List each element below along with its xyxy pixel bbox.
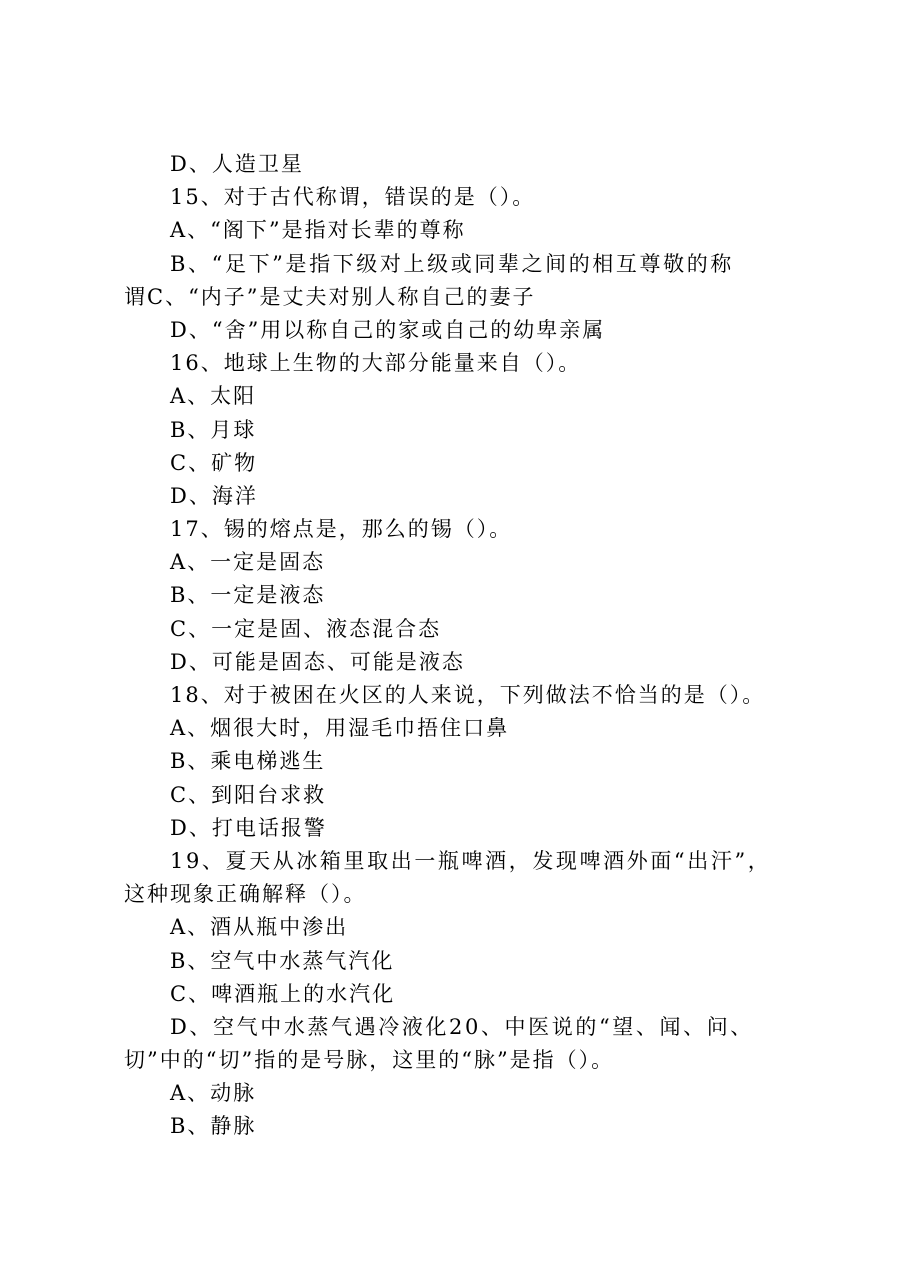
option-b-q15-continued: 谓C、“内子”是丈夫对别人称自己的妻子 — [124, 284, 536, 309]
question-19: 19、夏天从冰箱里取出一瓶啤酒，发现啤酒外面“出汗”， — [170, 848, 772, 873]
option-c-q18: C、到阳台求救 — [170, 782, 327, 807]
option-b-q20: B、静脉 — [170, 1114, 257, 1139]
option-c-q19: C、啤酒瓶上的水汽化 — [170, 981, 396, 1006]
option-b-q15: B、“足下”是指下级对上级或同辈之间的相互尊敬的称 — [170, 251, 734, 276]
option-b-q16: B、月球 — [170, 417, 257, 442]
document-body — [124, 148, 810, 1144]
option-d-q14: D、人造卫星 — [170, 152, 304, 176]
option-b-q19: B、空气中水蒸气汽化 — [170, 948, 395, 973]
option-b-q18: B、乘电梯逃生 — [170, 749, 326, 774]
option-d-q16: D、海洋 — [170, 483, 258, 508]
question-15: 15、对于古代称谓，错误的是（）。 — [170, 185, 536, 210]
question-16: 16、地球上生物的大部分能量来自（）。 — [170, 351, 582, 376]
option-d-q18: D、打电话报警 — [170, 815, 327, 840]
option-d-q19: D、空气中水蒸气遇冷液化20、中医说的“望、闻、问、 — [170, 1014, 754, 1039]
option-c-q16: C、矿物 — [170, 450, 258, 475]
option-d-q17: D、可能是固态、可能是液态 — [170, 649, 465, 674]
option-c-q17: C、一定是固、液态混合态 — [170, 616, 442, 641]
option-a-q17: A、一定是固态 — [170, 550, 326, 575]
question-17: 17、锡的熔点是，那么的锡（）。 — [170, 517, 513, 542]
option-a-q16: A、太阳 — [170, 384, 257, 409]
question-19-continued: 这种现象正确解释（）。 — [124, 882, 367, 907]
option-a-q19: A、酒从瓶中渗出 — [170, 915, 349, 940]
option-a-q15: A、“阁下”是指对长辈的尊称 — [170, 218, 466, 243]
question-20-continued: 切”中的“切”指的是号脉，这里的“脉”是指（）。 — [124, 1048, 615, 1073]
question-18: 18、对于被困在火区的人来说，下列做法不恰当的是（）。 — [170, 683, 766, 707]
option-a-q18: A、烟很大时，用湿毛巾捂住口鼻 — [170, 716, 510, 741]
option-d-q15: D、“舍”用以称自己的家或自己的幼卑亲属 — [170, 317, 606, 342]
option-b-q17: B、一定是液态 — [170, 583, 326, 608]
option-a-q20: A、动脉 — [170, 1081, 257, 1106]
